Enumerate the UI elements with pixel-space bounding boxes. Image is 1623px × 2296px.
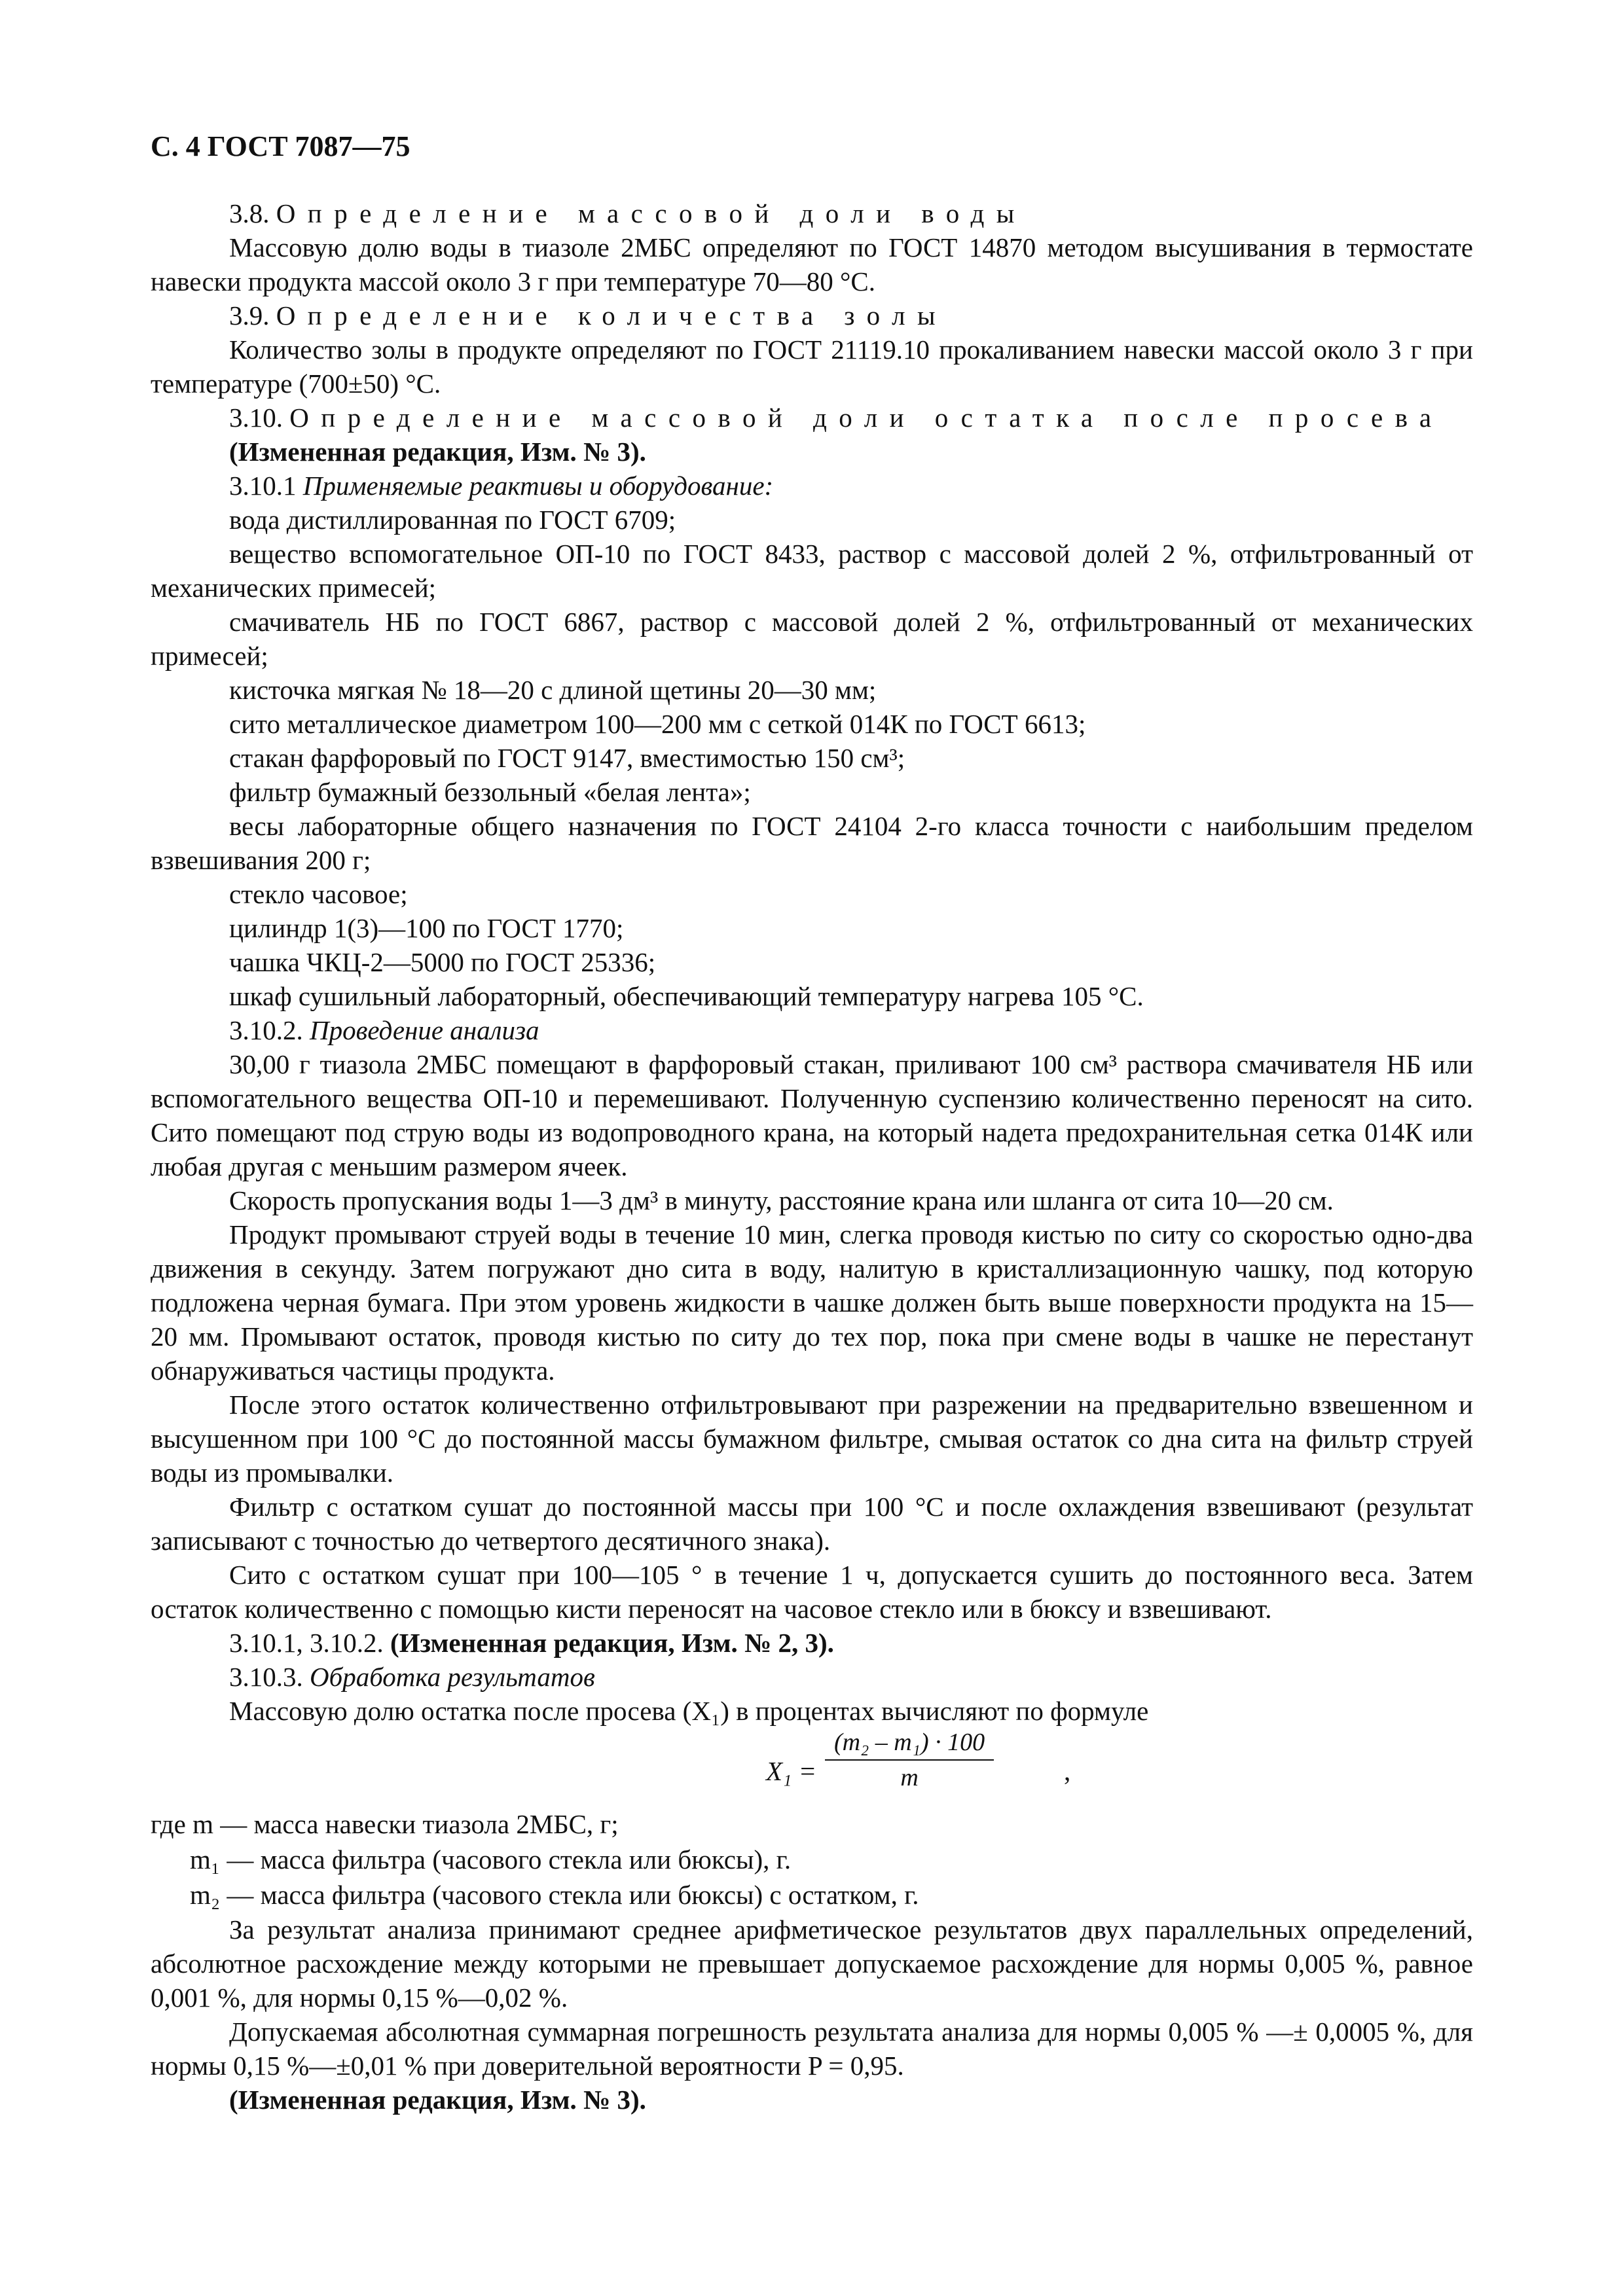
document-body (151, 196, 1473, 2117)
formula-comma: , (1064, 1756, 1071, 1786)
paragraph: За результат анализа принимают среднее арифметическое результатов двух параллельных определений, абсолютное расхождение между которыми не превышает допускаемое расхождение для нормы 0,005 %, равное 0,001 %, для нормы 0,15 %—0,02 %. (151, 1914, 1473, 2013)
paragraph: Скорость пропускания воды 1—3 дм³ в минуту, расстояние крана или шланга от сита 10—20 см. (229, 1185, 1334, 1215)
paragraph: Допускаемая абсолютная суммарная погрешность результата анализа для нормы 0,005 % —± 0,0005 %, для нормы 0,15 %—±0,01 % при доверительной вероятности P = 0,95. (151, 2017, 1473, 2081)
paragraph: Продукт промывают струей воды в течение 10 мин, слегка проводя кистью по ситу со скоростью одно-два движения в секунду. Затем погружают дно сита в воду, налитую в кристаллизационную чашку, под которую подложена черная бумага. При этом уровень жидкости в чашке должен быть выше поверхности продукта на 15—20 мм. Промывают остаток, проводя кистью по ситу до тех пор, пока при смене воды в чашке не перестанут обнаруживаться частицы продукта. (151, 1219, 1473, 1386)
paragraph: Массовую долю остатка после просева (X₁) в процентах вычисляют по формуле (229, 1696, 1149, 1726)
list-item: стакан фарфоровый по ГОСТ 9147, вместимостью 150 см³; (229, 743, 905, 773)
where-clause: m₂ — масса фильтра (часового стекла или бюксы) с остатком, г. (190, 1880, 919, 1910)
section-heading (151, 196, 1473, 230)
paragraph: Количество золы в продукте определяют по ГОСТ 21119.10 прокаливанием навески массой около 3 г при температуре (700±50) °С. (151, 334, 1473, 399)
paragraph: Фильтр с остатком сушат до постоянной массы при 100 °С и после охлаждения взвешивают (результат записывают с точностью до четвертого десятичного знака). (151, 1492, 1473, 1556)
list-item: кисточка мягкая № 18—20 с длиной щетины 20—30 мм; (229, 675, 877, 705)
paragraph: Массовую долю воды в тиазоле 2МБС определяют по ГОСТ 14870 методом высушивания в термостате навески продукта массой около 3 г при температуре 70—80 °С. (151, 232, 1473, 296)
section-title: Определение массовой доли воды (276, 198, 1027, 228)
section-number: 3.10.2. (229, 1015, 303, 1045)
amendment-note (151, 1626, 1473, 1660)
where-clause: m₁ — масса фильтра (часового стекла или бюксы), г. (190, 1844, 792, 1874)
page-header: С. 4 ГОСТ 7087—75 (151, 130, 410, 162)
section-number: 3.10.3. (229, 1662, 303, 1692)
subsection-heading (151, 469, 1473, 503)
subsection-heading (151, 1660, 1473, 1694)
section-heading (151, 401, 1473, 435)
paragraph: Сито с остатком сушат при 100—105 ° в течение 1 ч, допускается сушить до постоянного веса. Затем остаток количественно с помощью кисти переносят на часовое стекло или в бюксу и взвешивают. (151, 1560, 1473, 1624)
amendment-note: (Измененная редакция, Изм. № 3). (229, 437, 646, 467)
section-number: 3.9. (229, 300, 270, 331)
section-title: Определение массовой доли остатка после просева (289, 403, 1444, 433)
list-item: сито металлическое диаметром 100—200 мм с сеткой 014К по ГОСТ 6613; (229, 709, 1086, 739)
subsection-heading (151, 1013, 1473, 1047)
formula-numerator: (m₂ – m₁) · 100 (825, 1728, 994, 1761)
section-number: 3.8. (229, 198, 270, 228)
formula-fraction (825, 1728, 994, 1792)
where-clause: где m — масса навески тиазола 2МБС, г; (151, 1809, 619, 1839)
list-item: вода дистиллированная по ГОСТ 6709; (229, 505, 676, 535)
amendment-note: (Измененная редакция, Изм. № 3). (229, 2085, 646, 2115)
section-title: Обработка результатов (310, 1662, 595, 1692)
list-item: весы лабораторные общего назначения по ГОСТ 24104 2-го класса точности с наибольшим пределом взвешивания 200 г; (151, 811, 1473, 875)
paragraph: После этого остаток количественно отфильтровывают при разрежении на предварительно взвешенном и высушенном при 100 °С до постоянной массы бумажном фильтре, смывая остаток со дна сита на фильтр струей воды из промывалки. (151, 1390, 1473, 1488)
amendment-text: (Измененная редакция, Изм. № 2, 3). (390, 1628, 834, 1658)
formula-lhs: X₁ = (766, 1756, 817, 1786)
list-item: смачиватель НБ по ГОСТ 6867, раствор с массовой долей 2 %, отфильтрованный от механических примесей; (151, 607, 1473, 671)
section-title: Применяемые реактивы и оборудование: (302, 471, 774, 501)
section-number: 3.10. (229, 403, 283, 433)
section-title: Определение количества золы (276, 300, 947, 331)
list-item: цилиндр 1(3)—100 по ГОСТ 1770; (229, 913, 624, 943)
paragraph: 30,00 г тиазола 2МБС помещают в фарфоровый стакан, приливают 100 см³ раствора смачивателя НБ или вспомогательного вещества ОП-10 и перемешивают. Полученную суспензию количественно переносят на сито. Сито помещают под струю воды из водопроводного крана, на который надета предохранительная сетка 014К или любая другая с меньшим размером ячеек. (151, 1049, 1473, 1181)
list-item: стекло часовое; (229, 879, 408, 909)
formula (151, 1728, 1473, 1806)
list-item: шкаф сушильный лабораторный, обеспечивающий температуру нагрева 105 °С. (229, 981, 1144, 1011)
formula-denominator: m (900, 1764, 919, 1791)
section-number: 3.10.1, 3.10.2. (229, 1628, 384, 1658)
section-number: 3.10.1 (229, 471, 297, 501)
list-item: фильтр бумажный беззольный «белая лента»; (229, 777, 751, 807)
list-item: вещество вспомогательное ОП-10 по ГОСТ 8433, раствор с массовой долей 2 %, отфильтрованный от механических примесей; (151, 539, 1473, 603)
list-item: чашка ЧКЦ-2—5000 по ГОСТ 25336; (229, 947, 656, 977)
section-title: Проведение анализа (310, 1015, 539, 1045)
section-heading (151, 298, 1473, 332)
